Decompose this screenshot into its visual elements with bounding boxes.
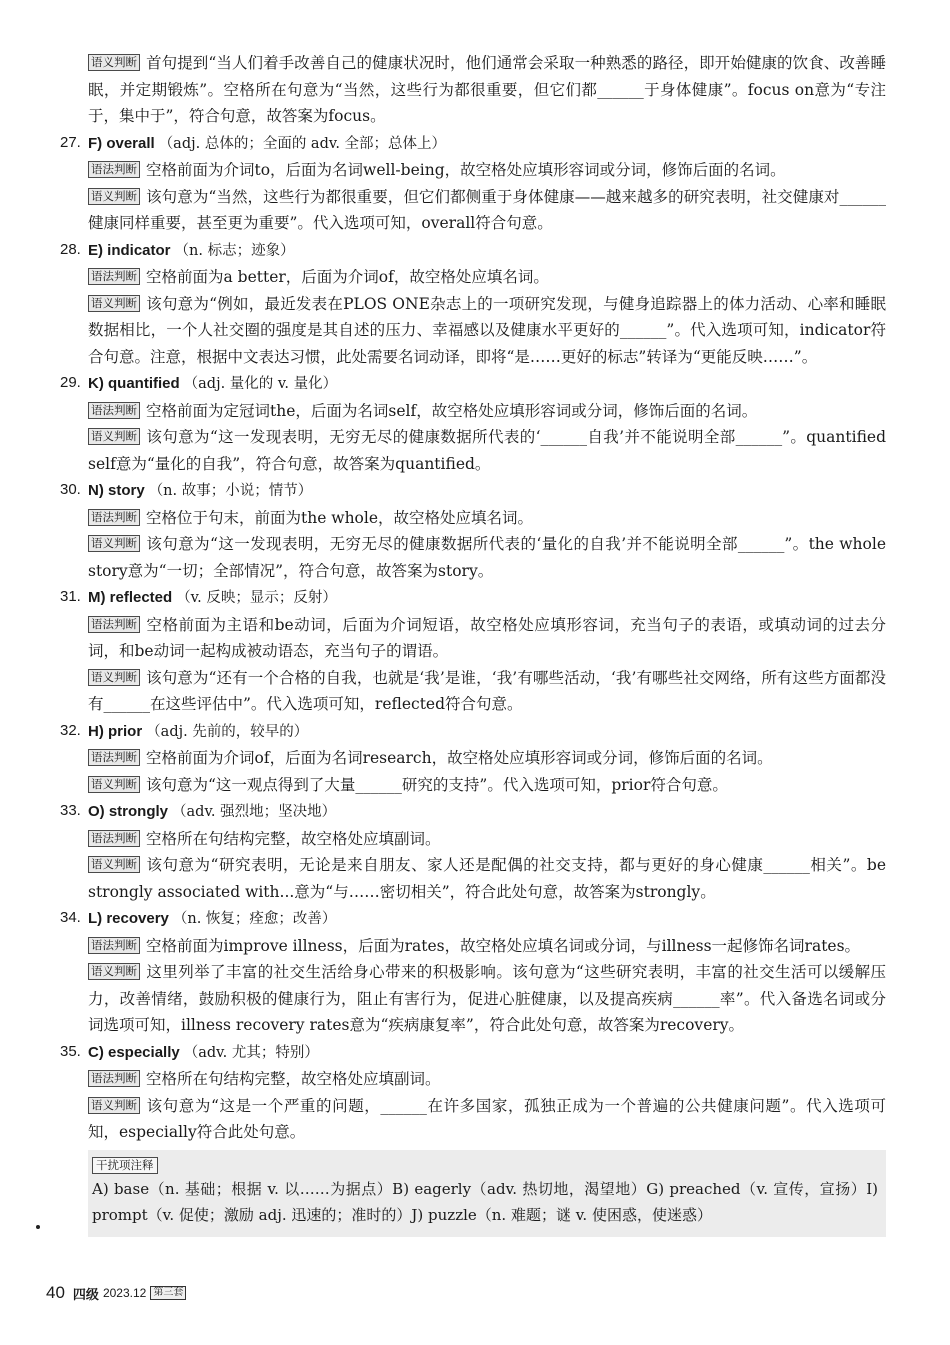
word-definition: （n. 故事；小说；情节） <box>148 483 313 499</box>
answer-item-heading <box>60 130 886 158</box>
explanation-text: 空格所在句结构完整，故空格处应填副词。 <box>146 1070 441 1088</box>
margin-dot <box>36 1225 40 1229</box>
explanation-paragraph <box>60 1093 886 1146</box>
explanation-text: 空格位于句末，前面为the whole，故空格处应填名词。 <box>146 508 534 527</box>
explanation-text: 空格前面为介词of，后面为名词research，故空格处应填形容词或分词，修饰后面的名词。 <box>146 749 773 767</box>
answer-word: C) especially <box>88 1043 180 1061</box>
explanation-text: 该句意为“这一发现表明，无穷无尽的健康数据所代表的‘量化的自我’并不能说明全部______”。the whole story意为“一切；全部情况”，符合句意，故答案为story。 <box>88 535 886 580</box>
grammar-tag: 语法判断 <box>88 937 140 954</box>
answer-word: N) story <box>88 482 145 499</box>
explanation-paragraph <box>60 826 886 853</box>
grammar-tag: 语法判断 <box>88 616 140 633</box>
explanation-paragraph <box>60 157 886 184</box>
answer-word: O) strongly <box>88 803 169 820</box>
semantic-tag: 语义判断 <box>88 963 140 980</box>
grammar-tag: 语法判断 <box>88 1070 140 1087</box>
answer-word: K) quantified <box>88 375 180 392</box>
explanation-paragraph <box>60 264 886 291</box>
answer-item-heading <box>60 718 886 746</box>
set-badge: 第三套 <box>150 1286 186 1300</box>
explanation-paragraph <box>60 933 886 960</box>
explanation-paragraph <box>60 612 886 665</box>
item-number: 29. <box>60 374 81 391</box>
explanation-paragraph <box>60 772 886 799</box>
word-definition: （adj. 总体的；全面的 adv. 全部；总体上） <box>158 135 447 152</box>
answer-item-heading <box>60 584 886 612</box>
explanation-paragraph <box>60 959 886 1039</box>
item-number: 30. <box>60 481 81 498</box>
grammar-tag: 语法判断 <box>88 161 140 178</box>
exam-label: 四级 <box>72 1286 99 1302</box>
exam-date: 2023.12 <box>102 1286 147 1300</box>
distractor-tag: 干扰项注释 <box>92 1157 158 1174</box>
explanation-text: 空格前面为a better，后面为介词of，故空格处应填名词。 <box>146 268 549 286</box>
item-number: 27. <box>60 133 81 151</box>
answer-item-heading <box>60 477 886 505</box>
answer-word: H) prior <box>88 722 143 740</box>
answer-item-heading <box>60 798 886 826</box>
semantic-tag: 语义判断 <box>88 776 140 793</box>
explanation-text: 空格前面为improve illness，后面为rates，故空格处应填名词或分词，与illness一起修饰名词rates。 <box>146 936 861 955</box>
word-definition: （adj. 先前的，较早的） <box>146 723 309 740</box>
explanation-paragraph <box>60 291 886 371</box>
explanation-text: 该句意为“例如，最近发表在PLOS ONE杂志上的一项研究发现，与健身追踪器上的体力活动、心率和睡眠数据相比，一个人社交圈的强度是其自述的压力、幸福感以及健康水平更好的______”。代入选项可知，indicator符合句意。注意，根据中文表达习惯，此处需要名词动译，即将“是……更好的标志”转译为“更能反映……”。 <box>88 294 886 366</box>
word-definition: （adv. 尤其；特别） <box>183 1044 319 1061</box>
item-number: 35. <box>60 1042 81 1060</box>
semantic-tag: 语义判断 <box>88 535 140 552</box>
explanation-text: 该句意为“当然，这些行为都很重要，但它们都侧重于身体健康——越来越多的研究表明，社交健康对______健康同样重要，甚至更为重要”。代入选项可知，overall符合句意。 <box>88 187 886 232</box>
grammar-tag: 语法判断 <box>88 749 140 766</box>
explanation-text: 空格前面为介词to，后面为名词well-being，故空格处应填形容词或分词，修饰后面的名词。 <box>146 161 786 179</box>
word-definition: （n. 恢复；痊愈；改善） <box>172 911 337 927</box>
answer-word: M) reflected <box>88 589 173 606</box>
explanation-text: 空格所在句结构完整，故空格处应填副词。 <box>146 829 441 848</box>
explanation-paragraph <box>60 398 886 425</box>
explanation-text: 该句意为“这一发现表明，无穷无尽的健康数据所代表的‘______自我’并不能说明全部______”。quantified self意为“量化的自我”，符合句意，故答案为quantified。 <box>88 428 886 473</box>
answer-item-heading <box>60 905 886 933</box>
semantic-tag: 语义判断 <box>88 188 140 205</box>
semantic-tag: 语义判断 <box>88 428 140 445</box>
distractor-box <box>88 1150 886 1237</box>
explanation-paragraph <box>60 424 886 477</box>
answer-item-heading <box>60 370 886 398</box>
answer-word: F) overall <box>88 134 155 152</box>
item-number: 28. <box>60 240 81 258</box>
item-number: 33. <box>60 802 81 819</box>
explanation-paragraph <box>60 665 886 718</box>
intro-text: 首句提到“当人们着手改善自己的健康状况时，他们通常会采取一种熟悉的路径，即开始健康的饮食、改善睡眠，并定期锻炼”。空格所在句意为“当然，这些行为都很重要，但它们都______于身体健康”。focus on意为“专注于，集中于”，符合句意，故答案为focus。 <box>88 54 886 125</box>
semantic-tag: 语义判断 <box>88 295 140 312</box>
page-number: 40 <box>46 1283 65 1302</box>
semantic-tag: 语义判断 <box>88 669 140 686</box>
explanation-text: 该句意为“这一观点得到了大量______研究的支持”。代入选项可知，prior符合句意。 <box>146 775 728 794</box>
content-area <box>60 50 886 1237</box>
explanation-text: 该句意为“还有一个合格的自我，也就是‘我’是谁，‘我’有哪些活动，‘我’有哪些社交网络，所有这些方面都没有______在这些评估中”。代入选项可知，reflected符合句意。 <box>88 668 886 713</box>
explanation-paragraph <box>60 184 886 237</box>
word-definition: （v. 反映；显示；反射） <box>176 590 337 606</box>
explanation-text: 空格前面为主语和be动词，后面为介词短语，故空格处应填形容词，充当句子的表语，或填动词的过去分词，和be动词一起构成被动语态，充当句子的谓语。 <box>88 615 886 660</box>
answer-word: L) recovery <box>88 910 169 927</box>
item-number: 31. <box>60 588 81 605</box>
page-footer <box>46 1283 186 1303</box>
explanation-text: 该句意为“这是一个严重的问题，______在许多国家，孤独正成为一个普遍的公共健康问题”。代入选项可知，especially符合此处句意。 <box>88 1096 886 1141</box>
grammar-tag: 语法判断 <box>88 268 140 285</box>
item-number: 34. <box>60 909 81 926</box>
grammar-tag: 语法判断 <box>88 402 140 419</box>
answer-item-heading <box>60 237 886 265</box>
intro-paragraph <box>60 50 886 130</box>
explanation-paragraph <box>60 745 886 772</box>
answer-word: E) indicator <box>88 241 171 259</box>
answer-item-heading <box>60 1039 886 1067</box>
explanation-paragraph <box>60 505 886 532</box>
distractor-text: A) base（n. 基础；根据 v. 以……为据点）B) eagerly（adv. 热切地，渴望地）G) preached（v. 宣传，宣扬）I) prompt（v. 促使；激励 adj. 迅速的；准时的）J) puzzle（n. 难题；谜 v. 使困惑，使迷惑） <box>92 1179 878 1224</box>
semantic-tag: 语义判断 <box>88 54 140 71</box>
word-definition: （adv. 强烈地；坚决地） <box>172 804 337 820</box>
explanation-text: 这里列举了丰富的社交生活给身心带来的积极影响。该句意为“这些研究表明，丰富的社交生活可以缓解压力，改善情绪，鼓励积极的健康行为，阻止有害行为，促进心脏健康，以及提高疾病______率”。代入备选名词或分词选项可知，illness recovery rates意为“疾病康复率”，符合此处句意，故答案为recovery。 <box>88 963 886 1034</box>
grammar-tag: 语法判断 <box>88 830 140 847</box>
explanation-paragraph <box>60 1066 886 1093</box>
explanation-paragraph <box>60 852 886 905</box>
semantic-tag: 语义判断 <box>88 1097 140 1114</box>
grammar-tag: 语法判断 <box>88 509 140 526</box>
explanation-text: 空格前面为定冠词the，后面为名词self，故空格处应填形容词或分词，修饰后面的名词。 <box>146 401 758 420</box>
word-definition: （n. 标志；迹象） <box>174 242 295 259</box>
word-definition: （adj. 量化的 v. 量化） <box>183 376 338 392</box>
explanation-paragraph <box>60 531 886 584</box>
item-number: 32. <box>60 721 81 739</box>
semantic-tag: 语义判断 <box>88 856 140 873</box>
explanation-text: 该句意为“研究表明，无论是来自朋友、家人还是配偶的社交支持，都与更好的身心健康______相关”。be strongly associated with...意为“与……密切相关”，符合此处句意，故答案为strongly。 <box>88 856 886 901</box>
answer-list <box>60 130 886 1146</box>
